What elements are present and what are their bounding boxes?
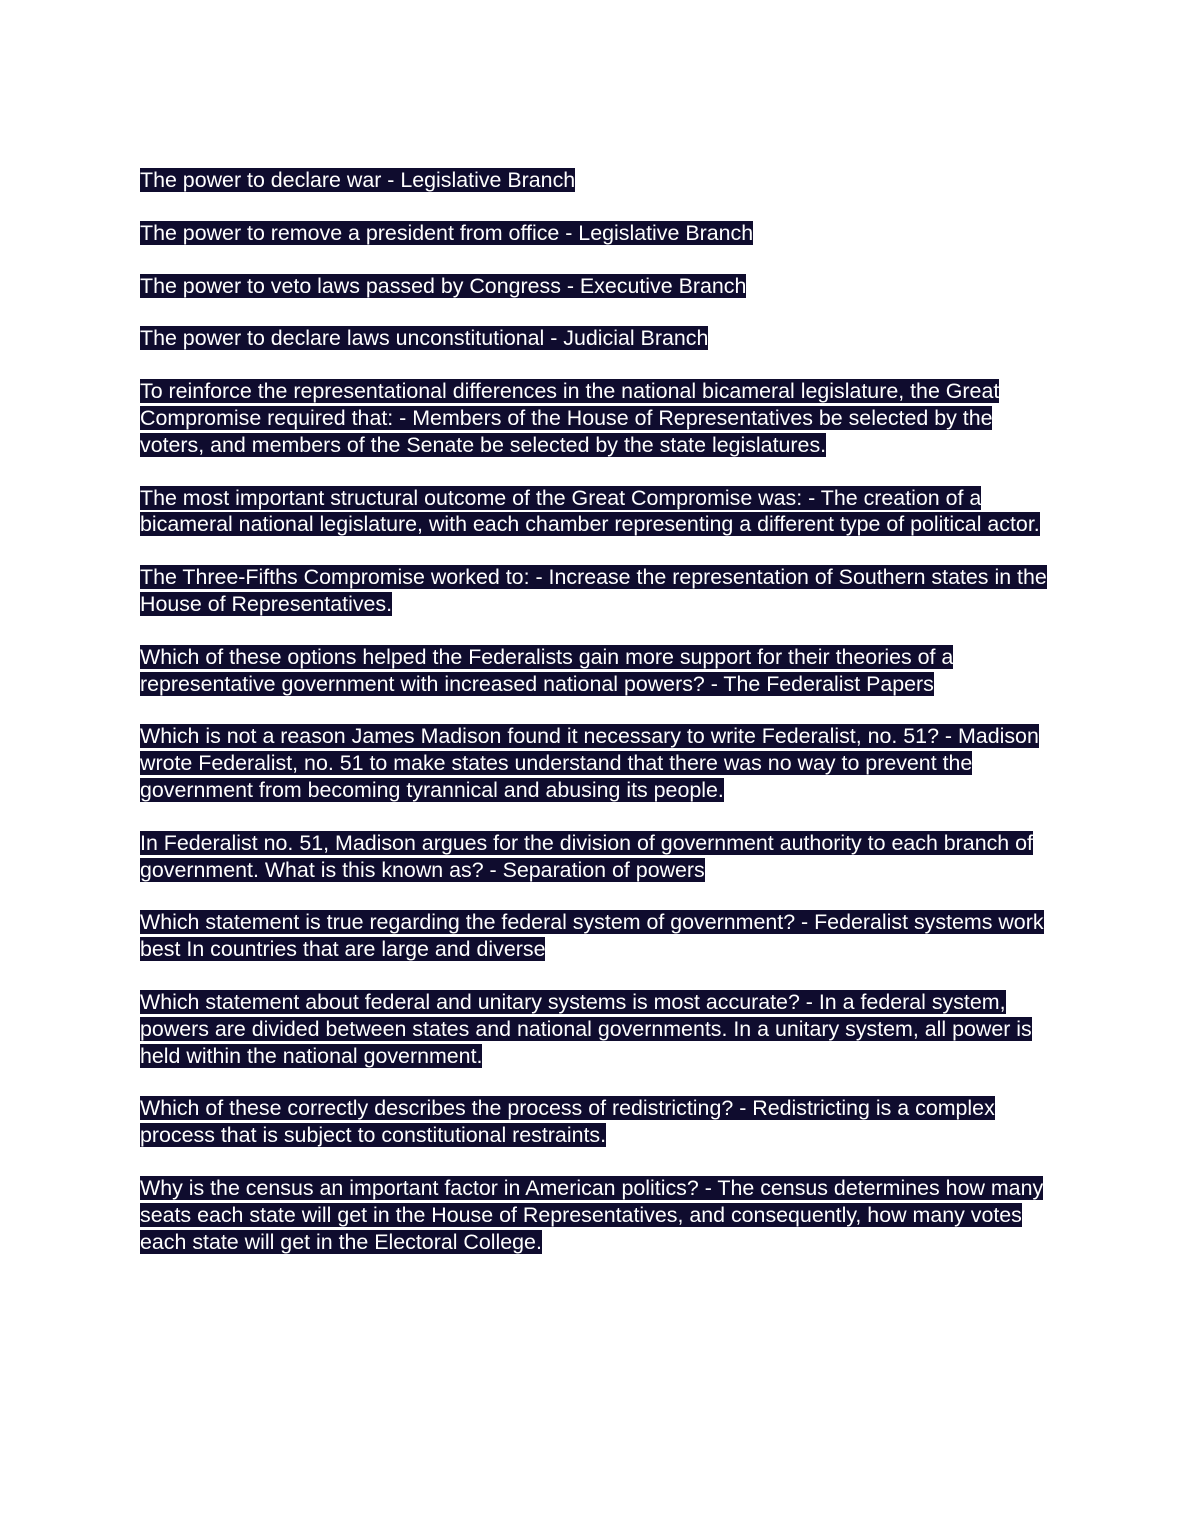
flashcard-entry: [140, 830, 1055, 884]
flashcard-entry: [140, 909, 1055, 963]
flashcard-entry: [140, 644, 1055, 698]
flashcard-entry: [140, 1175, 1055, 1255]
entry-text: The power to declare laws unconstitutional - Judicial Branch: [140, 326, 709, 351]
entry-text: Which is not a reason James Madison found it necessary to write Federalist, no. 51? - Madison wrote Federalist, no. 51 to make states understand that there was no way to prevent the government from becoming tyrannical and abusing its people.: [140, 724, 1039, 802]
flashcard-entry: [140, 325, 1055, 352]
entry-text: To reinforce the representational differences in the national bicameral legislature, the Great Compromise required that: - Members of the House of Representatives be selected by the voters, and members of the Senate be selected by the state legislatures.: [140, 379, 1000, 457]
flashcard-entry: [140, 564, 1055, 618]
flashcard-entry: [140, 485, 1055, 539]
entry-text: The Three-Fifths Compromise worked to: - Increase the representation of Southern states in the House of Representatives.: [140, 565, 1047, 616]
entry-text: In Federalist no. 51, Madison argues for the division of government authority to each branch of government. What is this known as? - Separation of powers: [140, 830, 1033, 882]
entry-text: Which statement about federal and unitary systems is most accurate? - In a federal system, powers are divided between states and national governments. In a unitary system, all power is held within the national government.: [140, 989, 1032, 1068]
flashcard-entry: [140, 167, 1055, 194]
flashcard-entry: [140, 220, 1055, 247]
entry-text: Why is the census an important factor in American politics? - The census determines how many seats each state will get in the House of Representatives, and consequently, how many votes each state will get in the Electoral College.: [140, 1175, 1044, 1254]
entry-text: The power to remove a president from office - Legislative Branch: [140, 220, 754, 245]
entry-text: Which statement is true regarding the federal system of government? - Federalist systems work best In countries that are large and diverse: [140, 910, 1044, 962]
entry-text: The most important structural outcome of the Great Compromise was: - The creation of a bicameral national legislature, with each chamber representing a different type of political actor.: [140, 485, 1040, 537]
flashcard-entry: [140, 273, 1055, 300]
flashcard-entry: [140, 1095, 1055, 1149]
entry-text: Which of these options helped the Federalists gain more support for their theories of a representative government with increased national powers? - The Federalist Papers: [140, 644, 954, 696]
flashcard-entry: [140, 378, 1055, 458]
entry-text: Which of these correctly describes the process of redistricting? - Redistricting is a complex process that is subject to constitutional restraints.: [140, 1096, 995, 1148]
entry-text: The power to veto laws passed by Congress - Executive Branch: [140, 273, 747, 298]
flashcard-entry: [140, 723, 1055, 803]
document-page: [140, 167, 1055, 1281]
flashcard-entry: [140, 989, 1055, 1069]
entry-text: The power to declare war - Legislative Branch: [140, 168, 576, 192]
